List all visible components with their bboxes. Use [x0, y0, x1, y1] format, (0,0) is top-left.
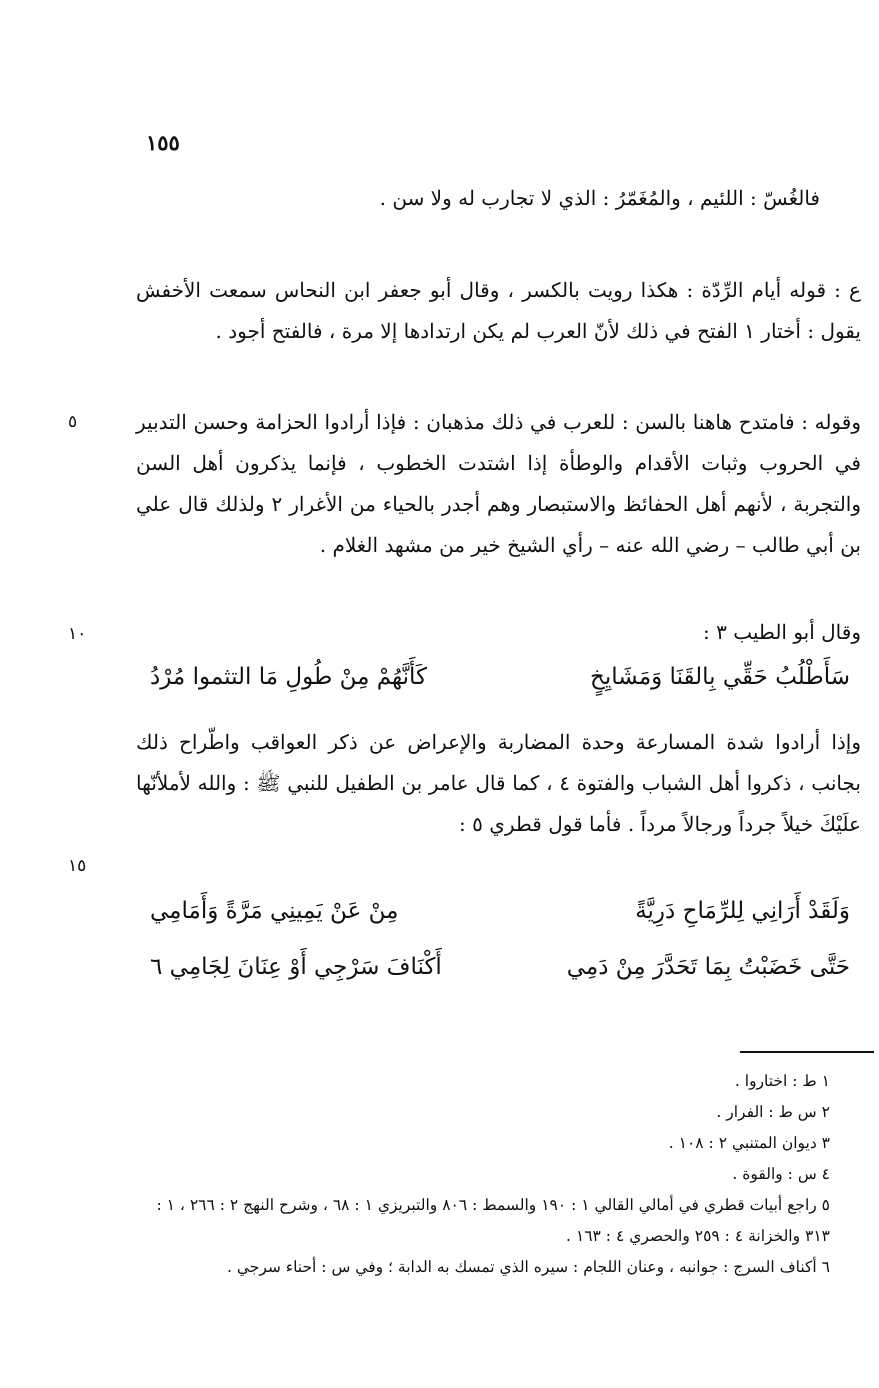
verse-first-hemistich: وَلَقَدْ أَرَانِي لِلرِّمَاحِ دَرِيَّةً: [635, 898, 850, 924]
footnote: ٢ س ط : الفرار .: [716, 1103, 830, 1121]
paragraph-ain: ع : قوله أيام الرِّدّة : هكذا رويت بالكسر ، وقال أبو جعفر ابن النحاس سمعت الأخفش يقول : أختار ١ الفتح في ذلك لأنّ العرب لم يكن ارتدادها إلا مرة ، فالفتح أجود .: [136, 278, 861, 343]
verse-first-hemistich: حَتَّى خَضَبْتُ بِمَا تَحَدَّرَ مِنْ دَمِي: [566, 954, 850, 980]
verse-qatari-1: [150, 898, 850, 948]
verse-mutanabbi: [150, 664, 850, 714]
page-number: ١٥٥: [146, 130, 180, 155]
line-number-5: ٥: [68, 412, 78, 432]
footnotes: [140, 1066, 830, 1283]
verse-second-hemistich: كَأَنَّهُمْ مِنْ طُولِ مَا التثموا مُرْدُ: [150, 664, 427, 690]
verse-first-hemistich: سَأَطْلُبُ حَقِّي بِالقَنَا وَمَشَايِخٍ: [590, 664, 850, 690]
verse-second-hemistich: مِنْ عَنْ يَمِينِي مَرَّةً وَأَمَامِي: [150, 898, 399, 924]
paragraph-youth: وإذا أرادوا شدة المسارعة وحدة المضاربة والإعراض عن ذكر العواقب واطّراح ذلك بجانب ، ذكروا أهل الشباب والفتوة ٤ ، كما قال عامر بن الطفيل للنبي ﷺ : والله لأملأنّها علَيْكَ خيلاً جرداً ورجالاً مرداً . فأما قول قطري ٥ :: [136, 730, 862, 836]
gloss-line: فالغُسّ : اللئيم ، والمُغَمّرُ : الذي لا تجارب له ولا سن .: [379, 186, 820, 210]
footnote: ٦ أكناف السرج : جوانبه ، وعنان اللجام : سيره الذي تمسك به الدابة ؛ وفي س : أحناء سرجي .: [226, 1258, 830, 1276]
footnote: ١ ط : اختاروا .: [734, 1072, 830, 1090]
footnote: ٥ راجع أبيات قطري في أمالي القالي ١ : ١٩٠ والسمط : ٨٠٦ والتبريزي ١ : ٦٨ ، وشرح النهج ٢ : ٢٦٦ ، ١ : ٣١٣ والخزانة ٤ : ٢٥٩ والحصري ٤ : ١٦٣ .: [156, 1196, 830, 1245]
footnote: ٤ س : والقوة .: [732, 1165, 830, 1183]
verse-second-hemistich: أَكْنَافَ سَرْجِي أَوْ عِنَانَ لِجَامِي ٦: [150, 954, 442, 980]
footnote: ٣ ديوان المتنبي ٢ : ١٠٨ .: [668, 1134, 830, 1152]
footnote-rule: [740, 1051, 874, 1053]
paragraph-qawluhu: وقوله : فامتدح هاهنا بالسن : للعرب في ذلك مذهبان : فإذا أرادوا الحزامة وحسن التدبير في الحروب وثبات الأقدام والوطأة إذا اشتدت الخطوب ، فإنما يذكرون أهل السن والتجربة ، لأنهم أهل الحفائظ والاستبصار وهم أجدر بالحياء من الأغرار ٢ ولذلك قال علي بن أبي طالب – رضي الله عنه – رأي الشيخ خير من مشهد الغلام .: [136, 410, 862, 557]
line-number-10: ١٠: [68, 624, 87, 644]
verse-qatari-2: [150, 954, 850, 1004]
line-number-15: ١٥: [68, 856, 87, 876]
paragraph-mutanabbi-intro: وقال أبو الطيب ٣ :: [703, 620, 861, 644]
